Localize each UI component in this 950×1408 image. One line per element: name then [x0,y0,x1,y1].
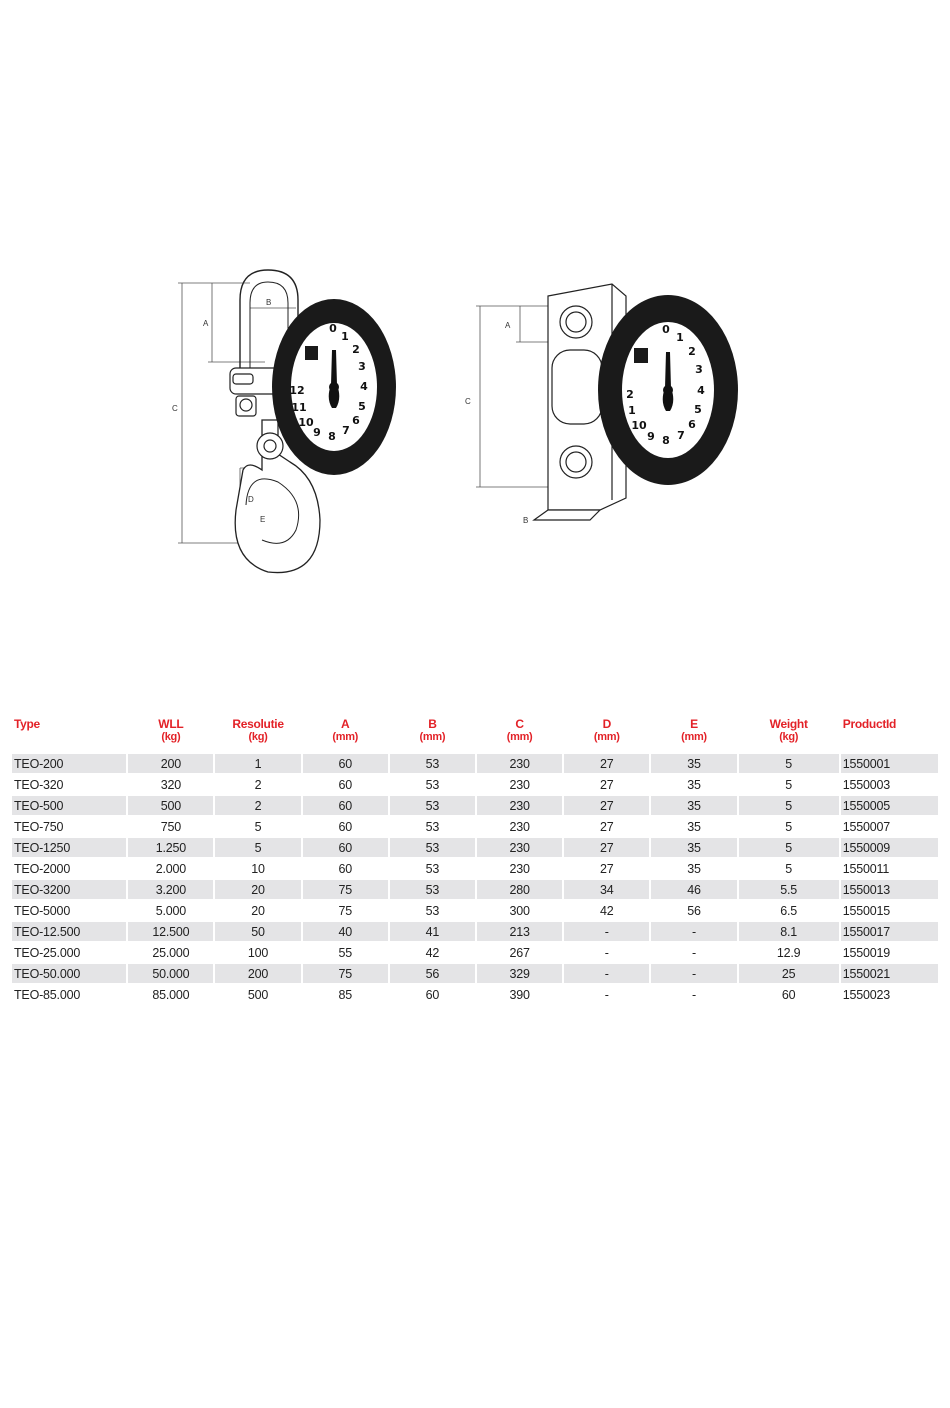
table-cell: - [691,945,696,960]
table-cell: 35 [687,777,701,792]
table-cell: 10 [251,861,265,876]
table-cell: 35 [651,754,736,773]
header-resolutie [215,718,300,752]
table-cell: 53 [390,838,475,857]
dial-number: 0 [329,322,337,335]
table-cell: 213 [477,922,562,941]
dial-number: 8 [328,430,336,443]
header-label: D [602,717,611,731]
table-cell: 53 [390,754,475,773]
table-row [12,859,938,878]
table-cell: 41 [390,922,475,941]
table-cell: - [691,987,696,1002]
header-type [12,718,126,752]
table-cell: 53 [425,861,440,876]
dial-number: 12 [289,384,305,397]
spec-table-body [12,754,938,1004]
table-cell: 60 [303,754,388,773]
table-cell: 60 [781,987,796,1002]
table-cell: 6.5 [780,903,798,918]
table-cell: 230 [477,754,562,773]
table-cell: 5 [739,838,839,857]
table-cell: 320 [160,777,181,792]
dial-number: 10 [631,419,647,432]
header-unit: (kg) [161,731,181,743]
table-row [12,817,938,836]
table-cell: 3.200 [128,880,213,899]
table-cell: 12.9 [776,945,801,960]
table-cell: 42 [600,903,614,918]
spec-table [10,716,940,1006]
dial-number: 3 [695,363,703,376]
table-cell: 230 [509,777,530,792]
table-row [12,901,938,920]
table-cell: 1.250 [128,838,213,857]
table-cell: TEO-750 [14,819,64,834]
table-cell: TEO-2000 [14,861,71,876]
header-productid [841,718,938,752]
table-row [12,943,938,962]
dial-number: 5 [358,400,366,413]
table-cell: - [604,987,609,1002]
table-cell: 2 [254,777,262,792]
dial-number: 4 [697,384,705,397]
table-cell: 85 [338,987,352,1002]
table-cell: 2.000 [155,861,186,876]
table-cell: TEO-50.000 [12,964,126,983]
table-cell: 53 [425,903,440,918]
table-cell: 200 [128,754,213,773]
table-cell: 35 [651,796,736,815]
table-cell: 12.500 [128,922,213,941]
table-cell: 56 [390,964,475,983]
table-cell: 75 [303,880,388,899]
table-cell: TEO-12.500 [12,922,126,941]
table-cell: 5 [739,796,839,815]
dim-label: B [266,298,272,307]
table-cell: 1550021 [841,964,938,983]
header-label: E [690,717,698,731]
table-cell: - [564,922,649,941]
table-cell: 500 [128,796,213,815]
table-cell: 5.5 [739,880,839,899]
table-cell: 329 [477,964,562,983]
table-cell: 267 [509,945,530,960]
table-cell: 60 [303,796,388,815]
dial-number: 2 [688,345,696,358]
table-cell: 75 [338,903,352,918]
header-e [651,718,736,752]
header-label: C [515,717,524,731]
technical-drawings [0,0,950,640]
table-cell: 53 [425,819,440,834]
table-cell: TEO-500 [12,796,126,815]
table-cell: 200 [215,964,300,983]
dim-label: D [248,495,254,504]
table-cell: 34 [564,880,649,899]
dial-number: 9 [647,430,655,443]
table-cell: 35 [651,838,736,857]
table-row [12,754,938,773]
table-cell: 5 [254,819,262,834]
table-cell: 27 [564,754,649,773]
table-cell: 5 [215,838,300,857]
dial-number: 5 [694,403,702,416]
table-cell: 1550009 [841,838,938,857]
table-cell: 1550023 [842,987,891,1002]
table-cell: 27 [564,838,649,857]
table-cell: 27 [600,777,614,792]
table-cell: 390 [509,987,530,1002]
dial-number: 4 [360,380,368,393]
table-cell: 1550017 [841,922,938,941]
table-cell: 5 [785,819,793,834]
header-d [564,718,649,752]
table-row [12,985,938,1004]
table-row [12,838,938,857]
dial-brand: TEO [306,363,320,370]
table-cell: 5 [785,861,793,876]
header-label: Resolutie [232,717,284,731]
dial-number: 2 [626,388,634,401]
table-row [12,880,938,899]
dial-number: 1 [676,331,684,344]
table-cell: 230 [509,819,530,834]
dial-number: 7 [342,424,350,437]
dial-number: 6 [688,418,696,431]
table-cell: 1550011 [842,861,890,876]
table-row [12,775,938,794]
table-cell: 27 [600,861,614,876]
header-unit: (mm) [593,731,620,743]
dial-number: 8 [662,434,670,447]
table-cell: 35 [687,861,701,876]
table-cell: 40 [303,922,388,941]
table-cell: 75 [303,964,388,983]
table-cell: 230 [509,861,530,876]
dial-number: 2 [352,343,360,356]
table-cell: - [651,964,736,983]
table-cell: 750 [160,819,181,834]
table-cell: 230 [477,796,562,815]
table-cell: - [564,964,649,983]
table-cell: 20 [251,903,265,918]
dial-number: 1 [341,330,349,343]
table-cell: 230 [477,838,562,857]
dial-brand: TEO [635,366,649,373]
table-cell: 53 [390,880,475,899]
header-label: B [428,717,437,731]
header-label: ProductId [842,717,897,731]
header-label: Type [14,717,40,731]
header-weight [739,718,839,752]
table-cell: TEO-320 [14,777,64,792]
table-cell: TEO-25.000 [14,945,81,960]
table-cell: 60 [425,987,440,1002]
header-c [477,718,562,752]
table-cell: TEO-3200 [12,880,126,899]
dim-label: B [523,516,529,525]
dial-number: 3 [358,360,366,373]
table-cell: 20 [215,880,300,899]
header-label: Weight [769,717,808,731]
header-a [303,718,388,752]
table-cell: 53 [390,796,475,815]
dial-number: 11 [291,401,307,414]
table-cell: 25 [739,964,839,983]
table-cell: 85.000 [152,987,190,1002]
table-cell: 1550015 [842,903,891,918]
dim-label: A [505,321,511,330]
table-cell: 42 [425,945,440,960]
table-cell: 1550005 [841,796,938,815]
table-cell: 56 [687,903,701,918]
table-cell: 60 [338,777,352,792]
table-cell: 1550003 [842,777,891,792]
table-cell: 1550007 [842,819,891,834]
table-cell: 27 [564,796,649,815]
table-cell: TEO-1250 [12,838,126,857]
table-cell: 1 [215,754,300,773]
table-row [12,922,938,941]
table-cell: 55 [338,945,352,960]
header-label: WLL [158,717,184,731]
table-cell: 46 [651,880,736,899]
table-row [12,796,938,815]
header-unit: (kg) [779,731,799,743]
table-cell: - [651,922,736,941]
table-cell: 1550001 [841,754,938,773]
table-cell: 280 [477,880,562,899]
header-unit: (mm) [506,731,533,743]
table-cell: 300 [509,903,530,918]
table-cell: 100 [247,945,269,960]
spec-table-header [12,718,938,752]
table-cell: 60 [338,819,352,834]
table-cell: 500 [247,987,269,1002]
dim-label: C [465,397,471,406]
table-cell: 35 [687,819,701,834]
table-cell: 1550019 [842,945,891,960]
table-cell: 2 [215,796,300,815]
header-unit: (mm) [332,731,359,743]
table-cell: 60 [338,861,352,876]
table-cell: 8.1 [739,922,839,941]
table-cell: 27 [600,819,614,834]
dial-number: 9 [313,426,321,439]
table-cell: 5 [785,777,793,792]
header-label: A [341,717,350,731]
table-cell: 5.000 [155,903,186,918]
table-cell: TEO-5000 [14,903,71,918]
dial-number: 1 [628,404,636,417]
dial-number: 6 [352,414,360,427]
header-unit: (mm) [419,731,446,743]
table-cell: TEO-200 [12,754,126,773]
dim-label: A [203,319,209,328]
dial-number: 10 [298,416,314,429]
header-wll [128,718,213,752]
table-row [12,964,938,983]
table-cell: 25.000 [152,945,190,960]
header-unit: (kg) [248,731,268,743]
header-unit: (mm) [681,731,707,743]
table-cell: 53 [425,777,440,792]
table-cell: 1550013 [841,880,938,899]
link-scale-drawing [476,284,738,520]
header-b [390,718,475,752]
dim-label: C [172,404,178,413]
table-cell: 50.000 [128,964,213,983]
table-cell: TEO-85.000 [14,987,81,1002]
table-cell: 60 [303,838,388,857]
dim-label: E [260,515,266,524]
table-cell: 50 [215,922,300,941]
table-cell: - [604,945,609,960]
dial-number: 0 [662,323,670,336]
hook-scale-drawing [178,270,396,573]
table-cell: 5 [739,754,839,773]
dial-number: 7 [677,429,685,442]
